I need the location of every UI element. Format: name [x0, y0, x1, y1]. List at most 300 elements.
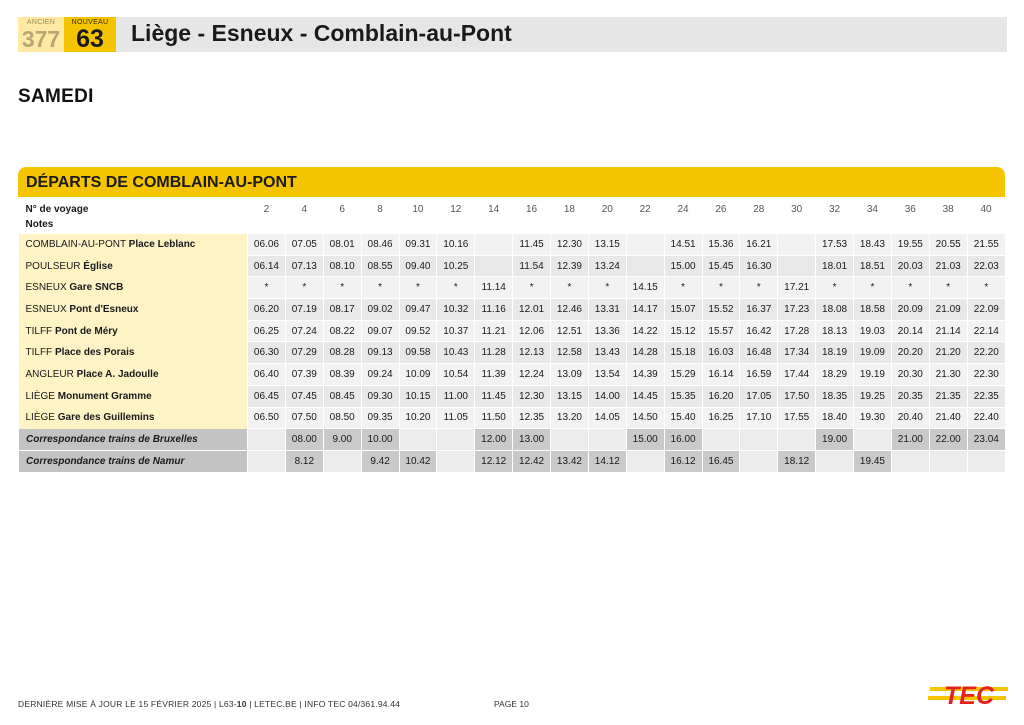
departure-time: 12.06: [513, 320, 551, 342]
stop-city: LIÈGE: [25, 412, 55, 424]
departure-time: 20.30: [891, 364, 929, 386]
departure-time: 11.00: [437, 385, 475, 407]
correspondence-time: 12.12: [475, 450, 513, 472]
departure-time: 19.55: [891, 234, 929, 255]
departure-time: 07.19: [285, 299, 323, 321]
voyage-number: 18: [551, 199, 589, 219]
departure-time: 16.20: [702, 385, 740, 407]
departure-time: 09.35: [361, 407, 399, 429]
departure-time: 19.25: [854, 385, 892, 407]
correspondence-time: [551, 429, 589, 451]
departure-time: 13.31: [588, 299, 626, 321]
departure-time: 18.51: [854, 255, 892, 277]
voyage-number: 30: [778, 199, 816, 219]
departure-time: 20.09: [891, 299, 929, 321]
stop-name: Gare des Guillemins: [57, 412, 155, 424]
departure-time: 06.45: [248, 385, 286, 407]
voyage-number: 26: [702, 199, 740, 219]
notes-cell: [626, 219, 664, 234]
departure-time: 12.39: [551, 255, 589, 277]
voyage-number: 8: [361, 199, 399, 219]
departure-time: 14.45: [626, 385, 664, 407]
departure-time: *: [399, 277, 437, 299]
departure-time: 22.14: [967, 320, 1005, 342]
stop-label: [19, 385, 248, 407]
notes-cell: [702, 219, 740, 234]
departure-time: 07.29: [285, 342, 323, 364]
departure-time: 12.13: [513, 342, 551, 364]
departure-time: 18.13: [816, 320, 854, 342]
departure-time: 08.01: [323, 234, 361, 255]
departure-time: 20.20: [891, 342, 929, 364]
correspondence-time: 22.00: [929, 429, 967, 451]
departure-time: 18.35: [816, 385, 854, 407]
stop-name: Pont de Méry: [54, 325, 118, 337]
departure-time: 09.02: [361, 299, 399, 321]
correspondence-time: [929, 450, 967, 472]
correspondence-time: 08.00: [285, 429, 323, 451]
voyage-number: 38: [929, 199, 967, 219]
departure-time: 09.31: [399, 234, 437, 255]
departure-time: 12.35: [513, 407, 551, 429]
departure-time: 17.21: [778, 277, 816, 299]
correspondence-time: 19.00: [816, 429, 854, 451]
section-banner: [18, 167, 1005, 197]
departure-time: 14.17: [626, 299, 664, 321]
departure-time: *: [551, 277, 589, 299]
correspondence-time: 21.00: [891, 429, 929, 451]
voyage-number: 10: [399, 199, 437, 219]
departure-time: 17.50: [778, 385, 816, 407]
departure-time: 20.40: [891, 407, 929, 429]
departure-time: 06.06: [248, 234, 286, 255]
notes-cell: [778, 219, 816, 234]
stop-row: [19, 407, 1006, 429]
correspondence-time: [588, 429, 626, 451]
departure-time: 22.40: [967, 407, 1005, 429]
departure-time: 13.24: [588, 255, 626, 277]
departure-time: 19.19: [854, 364, 892, 386]
correspondence-row: [19, 450, 1006, 472]
departure-time: *: [361, 277, 399, 299]
departure-time: 14.51: [664, 234, 702, 255]
footer-contact: | LETEC.BE | INFO TEC 04/361.94.44: [246, 699, 401, 709]
notes-cell: [816, 219, 854, 234]
departure-time: 08.39: [323, 364, 361, 386]
timetable: [18, 199, 1005, 473]
tec-logo: [928, 678, 1010, 712]
voyage-number: 6: [323, 199, 361, 219]
stop-name: Église: [83, 260, 113, 272]
departure-time: *: [588, 277, 626, 299]
departure-time: 21.30: [929, 364, 967, 386]
departure-time: 14.00: [588, 385, 626, 407]
departure-time: 13.36: [588, 320, 626, 342]
departure-time: 06.50: [248, 407, 286, 429]
notes-cell: [854, 219, 892, 234]
departure-time: 06.25: [248, 320, 286, 342]
departure-time: 22.35: [967, 385, 1005, 407]
stop-label: [19, 320, 248, 342]
departure-time: 11.14: [475, 277, 513, 299]
departure-time: 13.54: [588, 364, 626, 386]
notes-row: [19, 219, 1006, 234]
voyage-row: [19, 199, 1006, 219]
departure-time: 16.42: [740, 320, 778, 342]
day-heading: SAMEDI: [18, 86, 94, 107]
departure-time: 09.24: [361, 364, 399, 386]
departure-time: 21.35: [929, 385, 967, 407]
correspondence-time: 9.42: [361, 450, 399, 472]
departure-time: *: [816, 277, 854, 299]
departure-time: 17.23: [778, 299, 816, 321]
departure-time: 16.37: [740, 299, 778, 321]
correspondence-time: 18.12: [778, 450, 816, 472]
departure-time: 10.43: [437, 342, 475, 364]
departure-time: 08.10: [323, 255, 361, 277]
departure-time: 15.18: [664, 342, 702, 364]
correspondence-time: [437, 429, 475, 451]
correspondence-time: 14.12: [588, 450, 626, 472]
stop-row: [19, 342, 1006, 364]
correspondence-time: 10.00: [361, 429, 399, 451]
departure-time: 16.25: [702, 407, 740, 429]
correspondence-time: [437, 450, 475, 472]
correspondence-label: Correspondance trains de Bruxelles: [19, 429, 248, 451]
footer-version: 10: [236, 699, 247, 709]
old-line-label: ANCIEN: [26, 19, 56, 26]
correspondence-label: Correspondance trains de Namur: [19, 450, 248, 472]
departure-time: *: [854, 277, 892, 299]
departure-time: 09.52: [399, 320, 437, 342]
departure-time: 08.28: [323, 342, 361, 364]
departure-time: 16.14: [702, 364, 740, 386]
departure-time: 14.15: [626, 277, 664, 299]
correspondence-time: [248, 429, 286, 451]
voyage-number: 32: [816, 199, 854, 219]
stop-name: Place A. Jadoulle: [76, 368, 159, 380]
notes-cell: [929, 219, 967, 234]
departure-time: 18.01: [816, 255, 854, 277]
notes-cell: [551, 219, 589, 234]
departure-time: 11.54: [513, 255, 551, 277]
departure-time: 15.40: [664, 407, 702, 429]
departure-time: 10.37: [437, 320, 475, 342]
correspondence-time: [967, 450, 1005, 472]
correspondence-time: 9.00: [323, 429, 361, 451]
departure-time: 07.13: [285, 255, 323, 277]
departure-time: 14.50: [626, 407, 664, 429]
departure-time: 20.03: [891, 255, 929, 277]
correspondence-time: 13.42: [551, 450, 589, 472]
departure-time: 13.15: [551, 385, 589, 407]
stop-name: Monument Gramme: [57, 390, 152, 402]
departure-time: 13.09: [551, 364, 589, 386]
correspondence-time: [323, 450, 361, 472]
departure-time: 12.51: [551, 320, 589, 342]
departure-time: 14.39: [626, 364, 664, 386]
correspondence-time: [854, 429, 892, 451]
departure-time: 14.28: [626, 342, 664, 364]
stop-name: Gare SNCB: [69, 282, 124, 294]
stop-city: TILFF: [25, 325, 53, 337]
departure-time: 10.25: [437, 255, 475, 277]
departure-time: 15.29: [664, 364, 702, 386]
departure-time: 07.24: [285, 320, 323, 342]
departure-time: 11.50: [475, 407, 513, 429]
departure-time: [475, 255, 513, 277]
departure-time: 07.50: [285, 407, 323, 429]
header-bar: [18, 17, 1007, 52]
correspondence-time: [702, 429, 740, 451]
departure-time: 21.09: [929, 299, 967, 321]
departure-time: 09.07: [361, 320, 399, 342]
notes-label: Notes: [19, 219, 248, 234]
notes-cell: [664, 219, 702, 234]
departure-time: *: [891, 277, 929, 299]
departure-time: 12.24: [513, 364, 551, 386]
departure-time: 19.09: [854, 342, 892, 364]
departure-time: 10.20: [399, 407, 437, 429]
voyage-label: N° de voyage: [19, 199, 248, 219]
departure-time: 07.45: [285, 385, 323, 407]
departure-time: *: [702, 277, 740, 299]
departure-time: 15.07: [664, 299, 702, 321]
departure-time: 18.40: [816, 407, 854, 429]
departure-time: [475, 234, 513, 255]
departure-time: 15.52: [702, 299, 740, 321]
new-line-label: NOUVEAU: [71, 19, 109, 26]
correspondence-time: 10.42: [399, 450, 437, 472]
departure-time: 11.16: [475, 299, 513, 321]
departure-time: 08.55: [361, 255, 399, 277]
departure-time: 11.45: [513, 234, 551, 255]
departure-time: [626, 234, 664, 255]
old-line-number: 377: [21, 26, 61, 52]
stop-city: ESNEUX: [25, 303, 67, 315]
departure-time: 13.20: [551, 407, 589, 429]
correspondence-time: [626, 450, 664, 472]
stop-name: Pont d'Esneux: [69, 303, 139, 315]
correspondence-time: [740, 429, 778, 451]
departure-time: 15.36: [702, 234, 740, 255]
tec-logo-text: TEC: [944, 682, 994, 710]
notes-cell: [323, 219, 361, 234]
voyage-number: 2: [248, 199, 286, 219]
departure-time: [626, 255, 664, 277]
departure-time: 17.05: [740, 385, 778, 407]
departure-time: 08.45: [323, 385, 361, 407]
correspondence-time: [778, 429, 816, 451]
page-number: PAGE 10: [494, 699, 529, 709]
notes-cell: [513, 219, 551, 234]
correspondence-time: 8.12: [285, 450, 323, 472]
stop-row: [19, 277, 1006, 299]
departure-time: 11.39: [475, 364, 513, 386]
stop-label: [19, 277, 248, 299]
correspondence-time: [816, 450, 854, 472]
departure-time: 15.45: [702, 255, 740, 277]
departure-time: *: [664, 277, 702, 299]
page-title: Liège - Esneux - Comblain-au-Pont: [131, 20, 512, 46]
correspondence-time: [399, 429, 437, 451]
stop-city: POULSEUR: [25, 260, 81, 272]
departure-time: 16.30: [740, 255, 778, 277]
departure-time: 11.28: [475, 342, 513, 364]
departure-time: 09.47: [399, 299, 437, 321]
notes-cell: [588, 219, 626, 234]
departure-time: 09.58: [399, 342, 437, 364]
departure-time: *: [323, 277, 361, 299]
departure-time: 17.44: [778, 364, 816, 386]
correspondence-time: 16.00: [664, 429, 702, 451]
correspondence-time: [891, 450, 929, 472]
departure-time: 21.20: [929, 342, 967, 364]
departure-time: 20.14: [891, 320, 929, 342]
departure-time: 10.16: [437, 234, 475, 255]
departure-time: 08.17: [323, 299, 361, 321]
notes-cell: [361, 219, 399, 234]
departure-time: 15.12: [664, 320, 702, 342]
stop-label: [19, 407, 248, 429]
stop-label: [19, 255, 248, 277]
departure-time: 12.30: [551, 234, 589, 255]
departure-time: 16.03: [702, 342, 740, 364]
stop-row: [19, 299, 1006, 321]
departure-time: 14.05: [588, 407, 626, 429]
departure-time: 15.00: [664, 255, 702, 277]
departure-time: 17.28: [778, 320, 816, 342]
departure-time: *: [513, 277, 551, 299]
departure-time: 18.43: [854, 234, 892, 255]
departure-time: 06.30: [248, 342, 286, 364]
voyage-number: 36: [891, 199, 929, 219]
departure-time: 22.03: [967, 255, 1005, 277]
departure-time: 10.09: [399, 364, 437, 386]
departure-time: 22.09: [967, 299, 1005, 321]
departure-time: 17.10: [740, 407, 778, 429]
voyage-number: 12: [437, 199, 475, 219]
notes-cell: [399, 219, 437, 234]
stop-city: ANGLEUR: [25, 368, 74, 380]
departure-time: 12.01: [513, 299, 551, 321]
notes-cell: [248, 219, 286, 234]
departure-time: 17.55: [778, 407, 816, 429]
departure-time: 09.13: [361, 342, 399, 364]
departure-time: 10.15: [399, 385, 437, 407]
departure-time: 21.14: [929, 320, 967, 342]
departure-time: 10.54: [437, 364, 475, 386]
new-line-number: 63: [76, 25, 104, 53]
correspondence-time: 16.45: [702, 450, 740, 472]
departure-time: 12.58: [551, 342, 589, 364]
voyage-number: 34: [854, 199, 892, 219]
notes-cell: [891, 219, 929, 234]
departure-time: *: [740, 277, 778, 299]
correspondence-time: 19.45: [854, 450, 892, 472]
departure-time: *: [929, 277, 967, 299]
departure-time: 13.15: [588, 234, 626, 255]
stop-name: Place des Porais: [54, 347, 135, 359]
departure-time: 06.20: [248, 299, 286, 321]
departure-time: *: [967, 277, 1005, 299]
voyage-number: 24: [664, 199, 702, 219]
departure-time: 12.46: [551, 299, 589, 321]
departure-time: *: [285, 277, 323, 299]
stop-row: [19, 320, 1006, 342]
departure-time: 09.30: [361, 385, 399, 407]
footer-info: [18, 699, 400, 709]
new-line-badge: [64, 17, 116, 52]
departure-time: 17.53: [816, 234, 854, 255]
stop-label: [19, 342, 248, 364]
voyage-number: 4: [285, 199, 323, 219]
correspondence-time: [248, 450, 286, 472]
departure-time: 09.40: [399, 255, 437, 277]
departure-time: 11.45: [475, 385, 513, 407]
correspondence-row: [19, 429, 1006, 451]
departure-time: 08.50: [323, 407, 361, 429]
notes-cell: [740, 219, 778, 234]
correspondence-time: 15.00: [626, 429, 664, 451]
old-line-badge: [18, 17, 64, 52]
stop-label: [19, 364, 248, 386]
departure-time: 18.29: [816, 364, 854, 386]
departure-time: *: [437, 277, 475, 299]
departure-time: 20.55: [929, 234, 967, 255]
stop-city: ESNEUX: [25, 282, 67, 294]
departure-time: 19.03: [854, 320, 892, 342]
departure-time: 18.19: [816, 342, 854, 364]
departure-time: 08.46: [361, 234, 399, 255]
departure-time: 21.03: [929, 255, 967, 277]
departure-time: 14.22: [626, 320, 664, 342]
departure-time: 22.20: [967, 342, 1005, 364]
departure-time: 17.34: [778, 342, 816, 364]
departure-time: 16.48: [740, 342, 778, 364]
stop-row: [19, 255, 1006, 277]
notes-cell: [437, 219, 475, 234]
departure-time: 20.35: [891, 385, 929, 407]
correspondence-time: [740, 450, 778, 472]
departure-time: 06.40: [248, 364, 286, 386]
departure-time: *: [248, 277, 286, 299]
stop-city: COMBLAIN-AU-PONT: [25, 239, 126, 251]
section-title: DÉPARTS DE COMBLAIN-AU-PONT: [26, 174, 297, 191]
stop-label: [19, 299, 248, 321]
departure-time: [778, 255, 816, 277]
voyage-number: 20: [588, 199, 626, 219]
departure-time: 18.08: [816, 299, 854, 321]
voyage-number: 16: [513, 199, 551, 219]
departure-time: 11.21: [475, 320, 513, 342]
voyage-number: 40: [967, 199, 1005, 219]
departure-time: 16.59: [740, 364, 778, 386]
stop-label: [19, 234, 248, 255]
departure-time: 19.30: [854, 407, 892, 429]
stop-row: [19, 234, 1006, 255]
departure-time: 12.30: [513, 385, 551, 407]
correspondence-time: 12.42: [513, 450, 551, 472]
stop-city: TILFF: [25, 347, 53, 359]
departure-time: 16.21: [740, 234, 778, 255]
correspondence-time: 13.00: [513, 429, 551, 451]
departure-time: 07.05: [285, 234, 323, 255]
departure-time: 07.39: [285, 364, 323, 386]
departure-time: 13.43: [588, 342, 626, 364]
notes-cell: [475, 219, 513, 234]
departure-time: 18.58: [854, 299, 892, 321]
